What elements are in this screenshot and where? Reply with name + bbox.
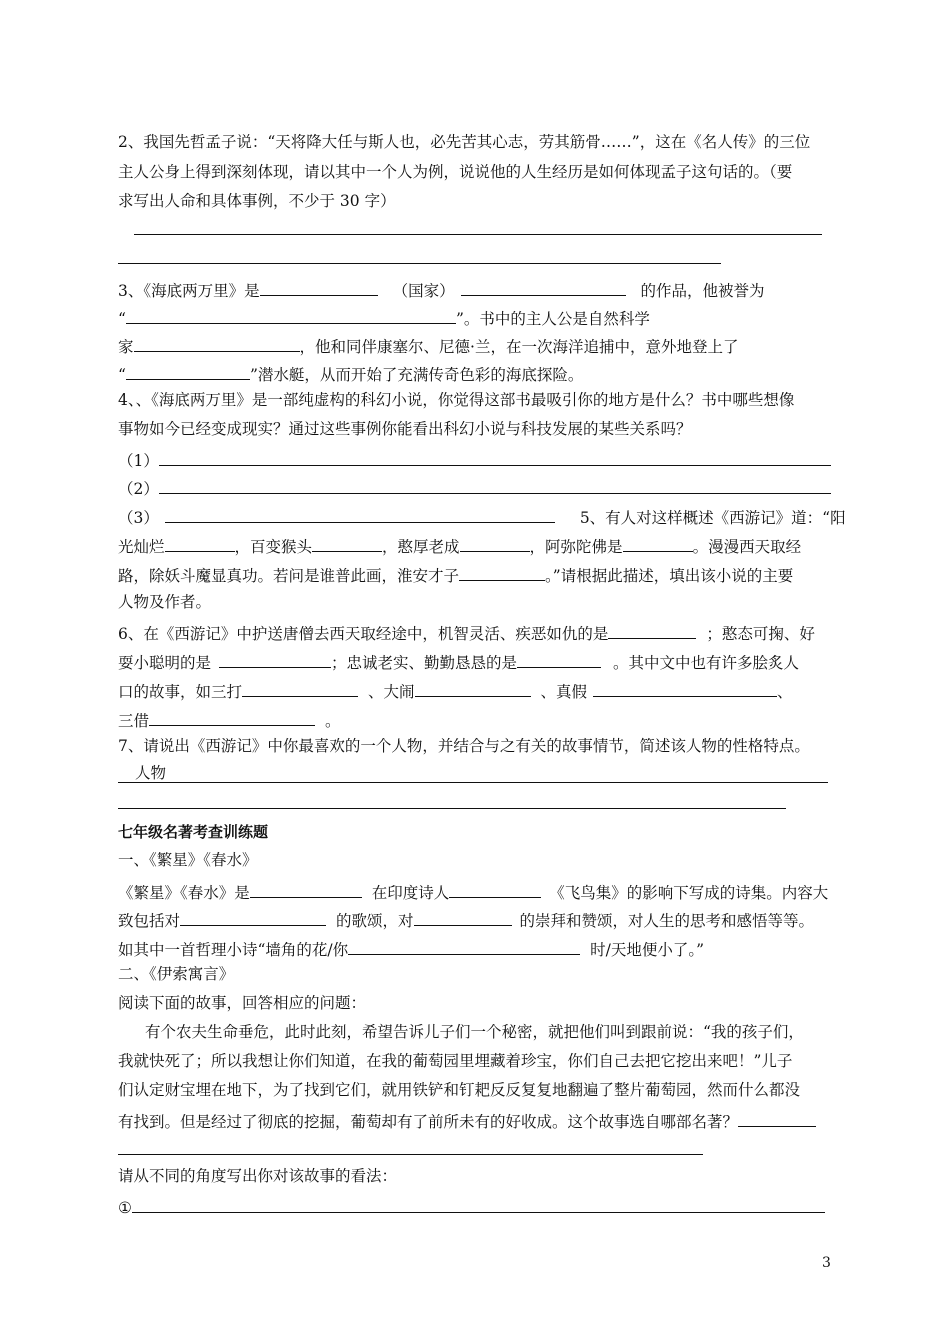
q6-line-1 bbox=[118, 624, 815, 643]
part-1-blank-1[interactable] bbox=[250, 883, 362, 898]
q6-text: 口的故事，如三打 bbox=[118, 683, 243, 701]
q6-text: 三借 bbox=[118, 712, 150, 730]
page-number: 3 bbox=[822, 1255, 831, 1271]
story-line-3: 们认定财宝埋在地下，为了找到它们，就用铁铲和钉耙反反复复地翻遍了整片葡萄园，然而什么都没 bbox=[118, 1081, 801, 1099]
q6-text: 。其中文中也有许多脍炙人 bbox=[613, 654, 800, 672]
q2-line-3: 求写出人命和具体事例，不少于 30 字） bbox=[118, 192, 396, 210]
q3-quote-open: “ bbox=[118, 366, 126, 384]
q5-text: 5、有人对这样概述《西游记》道：“阳 bbox=[579, 509, 846, 527]
q3-line-2 bbox=[118, 309, 650, 328]
q6-blank-2[interactable] bbox=[219, 653, 331, 668]
part-1-blank-5[interactable] bbox=[348, 940, 580, 955]
q5-text: ，阿弥陀佛是 bbox=[529, 538, 623, 556]
part-1-text: 的歌颂，对 bbox=[336, 912, 414, 930]
q3-line-1 bbox=[118, 281, 765, 300]
part-1-text: 时/天地便小了。” bbox=[590, 941, 705, 959]
q4-item-2 bbox=[118, 479, 831, 498]
q6-line-4 bbox=[118, 711, 341, 730]
story-line-2: 我就快死了；所以我想让你们知道，在我的葡萄园里埋藏着珍宝，你们自己去把它挖出来吧！”儿子 bbox=[118, 1052, 793, 1070]
q4-answer-blank-1[interactable] bbox=[159, 451, 831, 466]
q6-blank-7[interactable] bbox=[149, 711, 315, 726]
q3-protagonist-blank[interactable] bbox=[134, 337, 300, 352]
part-2-heading: 二、《伊索寓言》 bbox=[118, 965, 235, 983]
q4-answer-blank-3[interactable] bbox=[165, 508, 555, 523]
q5-text: ，百变猴头 bbox=[234, 538, 313, 556]
q7-answer-blank-1[interactable] bbox=[118, 782, 828, 783]
story-line-1: 有个农夫生命垂危，此时此刻，希望告诉儿子们一个秘密，就把他们叫到跟前说：“我的孩子们， bbox=[145, 1023, 804, 1041]
q4-item-3-q5-line-1 bbox=[118, 508, 846, 527]
q4-answer-blank-2[interactable] bbox=[159, 479, 831, 494]
story-text: 有找到。但是经过了彻底的挖掘，葡萄却有了前所未有的好收成。这个故事选自哪部名著？ bbox=[118, 1113, 739, 1131]
part-1-text: 致包括对 bbox=[118, 912, 181, 930]
q7-person-label: 人物 bbox=[135, 764, 167, 782]
q3-country-blank[interactable] bbox=[461, 281, 626, 296]
q5-text: 。漫漫西天取经 bbox=[692, 538, 802, 556]
q6-text: 6、在《西游记》中护送唐僧去西天取经途中，机智灵活、疾恶如仇的是 bbox=[118, 625, 609, 643]
part-1-blank-3[interactable] bbox=[180, 911, 326, 926]
q6-blank-6[interactable] bbox=[593, 682, 777, 697]
q3-text: 家 bbox=[118, 338, 134, 356]
opinion-prompt: 请从不同的角度写出你对该故事的看法： bbox=[118, 1167, 398, 1185]
q6-text: 耍小聪明的是 bbox=[118, 654, 212, 672]
q2-line-1: 2、我国先哲孟子说：“天将降大任与斯人也，必先苦其心志，劳其筋骨……”，这在《名人传》的三位 bbox=[118, 133, 811, 151]
q3-country-label: （国家） bbox=[392, 282, 455, 300]
circled-number-1: ① bbox=[118, 1199, 132, 1217]
q3-line-3 bbox=[118, 337, 738, 356]
q4-item-label: （2） bbox=[118, 480, 159, 498]
q7-answer-blank-2[interactable] bbox=[118, 808, 786, 809]
part-1-line-3 bbox=[118, 940, 704, 959]
q3-text: ，他和同伴康塞尔、尼德·兰，在一次海洋追捕中，意外地登上了 bbox=[299, 338, 739, 356]
q3-quote-open: “ bbox=[118, 310, 126, 328]
q5-line-4: 人物及作者。 bbox=[118, 593, 212, 611]
source-book-blank[interactable] bbox=[738, 1112, 816, 1127]
q2-line-2: 主人公身上得到深刻体现，请以其中一个人为例，说说他的人生经历是如何体现孟子这句话的。（要 bbox=[118, 163, 793, 181]
source-book-blank-2[interactable] bbox=[118, 1154, 703, 1155]
q5-blank-4[interactable] bbox=[623, 537, 693, 552]
q3-text: 的作品，他被誉为 bbox=[640, 282, 765, 300]
q4-line-1: 4、、《海底两万里》是一部纯虚构的科幻小说，你觉得这部书最吸引你的地方是什么？书中哪些想像 bbox=[118, 391, 795, 409]
q3-submarine-blank[interactable] bbox=[126, 365, 250, 380]
q3-author-blank[interactable] bbox=[260, 281, 378, 296]
q3-text: ”。书中的主人公是自然科学 bbox=[455, 310, 650, 328]
q6-line-3 bbox=[118, 682, 793, 701]
part-1-text: 的崇拜和赞颂，对人生的思考和感悟等等。 bbox=[519, 912, 815, 930]
opinion-line-1 bbox=[118, 1198, 825, 1217]
q6-blank-5[interactable] bbox=[415, 682, 531, 697]
q3-title-blank[interactable] bbox=[126, 309, 456, 324]
part-1-text: 如其中一首哲理小诗“墙角的花/你 bbox=[118, 941, 349, 959]
q6-text: 、真假 bbox=[540, 683, 588, 701]
opinion-blank-1[interactable] bbox=[132, 1198, 825, 1213]
story-line-4 bbox=[118, 1112, 816, 1131]
q6-line-2 bbox=[118, 653, 799, 672]
q3-text: 3、《海底两万里》是 bbox=[118, 282, 260, 300]
q6-blank-1[interactable] bbox=[608, 624, 696, 639]
part-1-blank-4[interactable] bbox=[414, 911, 512, 926]
q5-text: ，憨厚老成 bbox=[382, 538, 460, 556]
q4-item-label: （1） bbox=[118, 452, 159, 470]
q3-text: ”潜水艇，从而开始了充满传奇色彩的海底探险。 bbox=[249, 366, 584, 384]
q4-line-2: 事物如今已经变成现实？通过这些事例你能看出科幻小说与科技发展的某些关系吗？ bbox=[118, 420, 692, 438]
q7-line-1: 7、请说出《西游记》中你最喜欢的一个人物，并结合与之有关的故事情节，简述该人物的性格特点。 bbox=[118, 737, 810, 755]
section-title: 七年级名著考查训练题 bbox=[118, 823, 269, 841]
q6-blank-3[interactable] bbox=[517, 653, 601, 668]
q3-line-4 bbox=[118, 365, 583, 384]
q2-answer-blank-2[interactable] bbox=[118, 263, 721, 264]
q5-text: 。”请根据此描述，填出该小说的主要 bbox=[545, 567, 794, 585]
q2-answer-blank-1[interactable] bbox=[134, 234, 822, 235]
part-1-blank-2[interactable] bbox=[449, 883, 541, 898]
q5-blank-3[interactable] bbox=[460, 537, 530, 552]
q5-author-blank[interactable] bbox=[459, 566, 545, 581]
q4-item-label: （3） bbox=[118, 509, 159, 527]
q5-blank-2[interactable] bbox=[312, 537, 382, 552]
q5-line-2 bbox=[118, 537, 801, 556]
q6-text: 、 bbox=[777, 683, 793, 701]
part-1-line-1 bbox=[118, 883, 828, 902]
q4-item-1 bbox=[118, 451, 831, 470]
q6-blank-4[interactable] bbox=[242, 682, 358, 697]
part-1-text: 《飞鸟集》的影响下写成的诗集。内容大 bbox=[549, 884, 829, 902]
q5-blank-1[interactable] bbox=[165, 537, 235, 552]
part-1-text: 在印度诗人 bbox=[371, 884, 450, 902]
q5-line-3 bbox=[118, 566, 793, 585]
part-1-heading: 一、《繁星》《春水》 bbox=[118, 851, 258, 869]
part-2-intro: 阅读下面的故事，回答相应的问题： bbox=[118, 994, 367, 1012]
q6-text: ；憨态可掬、好 bbox=[706, 625, 815, 643]
q6-text: 。 bbox=[325, 712, 341, 730]
part-1-line-2 bbox=[118, 911, 814, 930]
part-1-text: 《繁星》《春水》是 bbox=[118, 884, 250, 902]
q5-text: 路，除妖斗魔显真功。若问是谁普此画，淮安才子 bbox=[118, 567, 460, 585]
q6-text: ；忠诚老实、勤勤恳恳的是 bbox=[331, 654, 518, 672]
q5-text: 光灿烂 bbox=[118, 538, 165, 556]
q6-text: 、大闹 bbox=[368, 683, 415, 701]
